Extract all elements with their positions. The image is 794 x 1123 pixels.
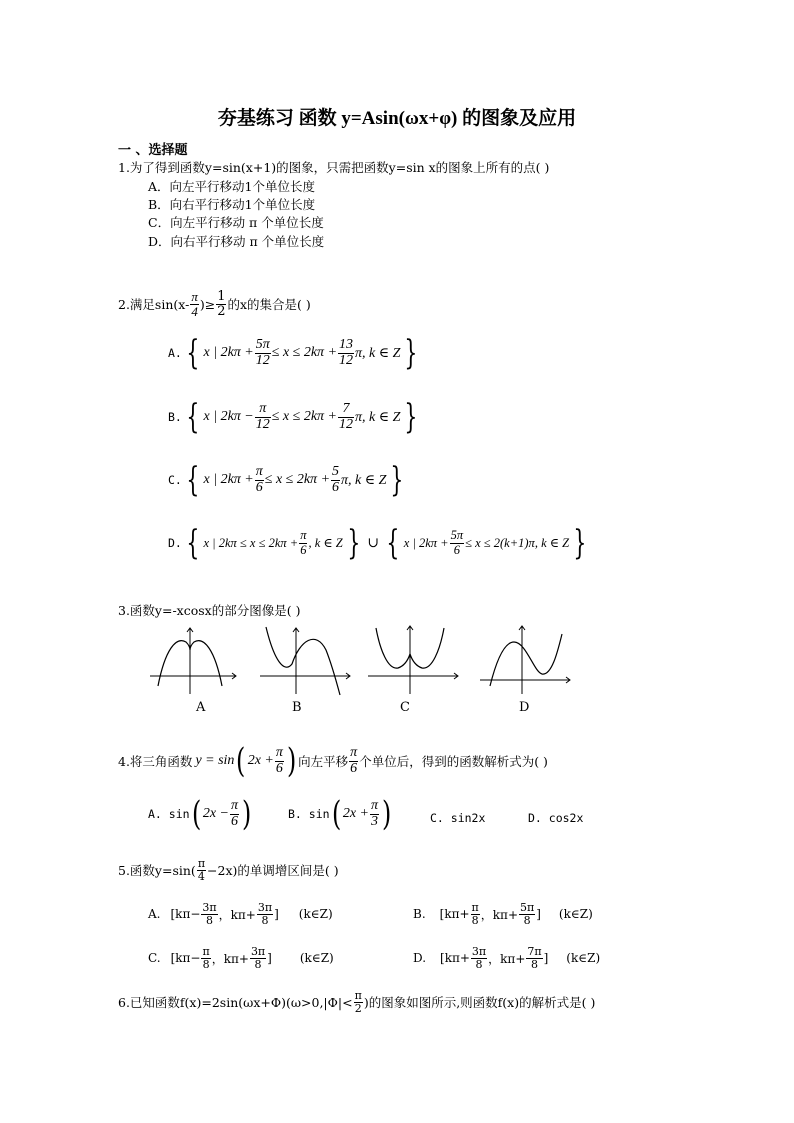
stem-text: 的x的集合是( ) — [227, 297, 311, 313]
math-text: ] — [536, 907, 541, 922]
math-text: [kπ+ — [439, 907, 470, 922]
numerator: π — [197, 857, 206, 870]
option-label: D. — [413, 951, 427, 966]
stem-text: 6.已知函数f(x)=2sin(ωx+Φ)(ω>0,|Φ|< — [118, 995, 353, 1011]
numerator: π — [370, 797, 378, 813]
question-1-option-a[interactable]: A．向左平行移动1个单位长度 — [148, 179, 315, 194]
union-symbol: ∪ — [367, 535, 380, 551]
fraction — [349, 746, 358, 776]
math-text: ≤ x ≤ 2kπ + — [264, 472, 331, 487]
graph-label-c: C — [400, 700, 410, 715]
denominator: 12 — [255, 352, 270, 368]
paren-close: ) — [241, 794, 252, 834]
math-text: (k∈Z) — [298, 907, 333, 922]
math-text: x | 2kπ + — [203, 472, 254, 487]
math-text: (k∈Z) — [558, 907, 593, 922]
numerator: π — [354, 989, 362, 1002]
numerator: 13 — [339, 336, 354, 352]
math-text: 2x + — [247, 753, 274, 768]
question-4-option-d[interactable]: D. cos2x — [528, 811, 584, 825]
numerator: 7π — [527, 945, 542, 958]
denominator: 6 — [255, 479, 263, 495]
option-label: D. — [168, 536, 182, 550]
paren-close: ) — [286, 741, 297, 781]
numerator: π — [471, 901, 479, 914]
math-text: ] — [274, 907, 279, 922]
fraction — [250, 946, 266, 970]
paren-open: ( — [236, 741, 246, 781]
numerator: 3π — [257, 901, 273, 914]
denominator: 3 — [370, 813, 378, 829]
stem-text: 个单位后，得到的函数解析式为( ) — [359, 754, 548, 769]
numerator: 5 — [332, 463, 340, 479]
question-4-option-b[interactable] — [288, 794, 393, 834]
stem-text: 5.函数y=sin( — [118, 863, 196, 879]
question-1-stem: 1.为了得到函数y=sin(x+1)的图象，只需把函数y=sin x的图象上所有的点( ) — [118, 160, 550, 175]
fraction — [471, 902, 480, 926]
math-text: [kπ− — [170, 907, 201, 922]
math-text: ，kπ+ — [488, 951, 526, 966]
denominator: 8 — [261, 913, 269, 927]
denominator: 6 — [332, 479, 340, 495]
math-text: x | 2kπ + — [403, 535, 449, 550]
denominator: 4 — [191, 303, 198, 319]
denominator: 6 — [275, 760, 283, 776]
math-text: x | 2kπ ≤ x ≤ 2kπ + — [203, 535, 299, 550]
numerator: 5π — [520, 901, 535, 914]
denominator: 6 — [350, 760, 358, 776]
fraction — [197, 858, 206, 882]
math-text: ] — [543, 951, 549, 966]
stem-text: )的图象如图所示,则函数f(x)的解析式是( ) — [363, 995, 596, 1011]
denominator: 8 — [206, 913, 213, 927]
fraction — [230, 799, 239, 829]
question-4-option-a[interactable] — [148, 794, 253, 834]
math-text: π, k ∈ Z — [355, 345, 401, 361]
question-5-option-d[interactable] — [413, 946, 600, 970]
brace-open: { — [186, 523, 200, 563]
brace-close: } — [347, 523, 361, 563]
paren-open: ( — [331, 794, 341, 834]
math-text: (k∈Z) — [299, 951, 334, 966]
math-text: ，kπ+ — [480, 907, 518, 922]
stem-text: )≥ — [199, 296, 216, 312]
fraction — [519, 902, 535, 926]
question-5-stem — [118, 858, 339, 882]
section-heading: 一 、选择题 — [118, 143, 188, 158]
graph-c[interactable] — [368, 626, 458, 694]
brace-open: { — [186, 333, 200, 373]
numerator: 7 — [338, 402, 354, 418]
stem-text: −2x)的单调增区间是( ) — [207, 863, 339, 879]
numerator: π — [255, 463, 263, 479]
math-text: ，kπ+ — [211, 951, 249, 966]
question-1-option-c[interactable]: C．向左平行移动 π 个单位长度 — [148, 215, 324, 230]
numerator: 3π — [250, 945, 266, 958]
brace-close: } — [404, 397, 418, 437]
denominator: 8 — [471, 913, 479, 927]
numerator: 3π — [471, 945, 487, 958]
math-text: ≤ x ≤ 2kπ + — [271, 345, 338, 360]
numerator: π — [275, 744, 283, 760]
stem-text: 向左平移 — [298, 754, 349, 769]
denominator: 12 — [339, 352, 354, 368]
math-text: π, k ∈ Z — [355, 409, 401, 425]
question-1-option-b[interactable]: B．向右平行移动1个单位长度 — [148, 197, 316, 212]
option-label: C. — [168, 473, 182, 487]
math-text: x | 2kπ − — [203, 409, 254, 424]
question-3-stem: 3.函数y=-xcosx的部分图像是( ) — [118, 603, 301, 618]
brace-open: { — [386, 523, 400, 563]
graph-label-d: D — [519, 700, 530, 715]
numerator: 5π — [450, 528, 464, 543]
math-text: 2x + — [342, 806, 369, 821]
math-text: ≤ x ≤ 2kπ + — [271, 409, 338, 424]
brace-close: } — [390, 460, 404, 500]
question-6-stem — [118, 990, 595, 1014]
denominator: 8 — [254, 957, 262, 971]
graph-d[interactable] — [480, 626, 570, 694]
question-5-option-a[interactable] — [148, 902, 333, 926]
fraction — [275, 746, 284, 776]
option-label: B. — [413, 907, 426, 922]
brace-open: { — [186, 397, 200, 437]
option-label: B. — [168, 410, 182, 424]
numerator: π — [191, 289, 198, 304]
denominator: 4 — [197, 869, 205, 883]
math-text: [kπ+ — [440, 951, 470, 966]
question-4-option-c[interactable]: C. sin2x — [430, 811, 486, 825]
denominator: 2 — [354, 1001, 362, 1015]
math-text: x | 2kπ + — [203, 345, 254, 360]
math-text: ] — [267, 951, 272, 966]
fraction — [257, 902, 273, 926]
question-5-option-c[interactable] — [148, 946, 334, 970]
math-text: ，kπ+ — [218, 907, 256, 922]
graph-b[interactable] — [260, 627, 350, 695]
graph-a[interactable] — [150, 628, 236, 694]
graph-label-a: A — [196, 700, 206, 715]
fraction — [201, 946, 210, 970]
fraction — [526, 946, 542, 970]
question-1-option-d[interactable]: D．向右平行移动 π 个单位长度 — [148, 234, 325, 249]
option-label: A. sin — [148, 807, 190, 821]
denominator: 6 — [453, 542, 460, 557]
numerator: π — [255, 402, 271, 418]
fraction — [471, 946, 487, 970]
fraction — [354, 990, 363, 1014]
numerator: π — [230, 797, 238, 813]
brace-close: } — [573, 523, 587, 563]
page-title: 夯基练习 函数 y=Asin(ωx+φ) 的图象及应用 — [217, 108, 577, 129]
stem-text: 4.将三角函数 — [118, 754, 193, 769]
fraction — [370, 799, 379, 829]
brace-open: { — [186, 460, 200, 500]
option-label: C. — [148, 951, 161, 966]
denominator: 8 — [475, 957, 483, 971]
fraction — [201, 902, 217, 926]
denominator: 8 — [530, 957, 538, 971]
numerator: 1 — [217, 289, 226, 304]
option-label: A. — [148, 907, 161, 922]
numerator: 3π — [202, 901, 217, 914]
brace-close: } — [404, 333, 418, 373]
stem-text: 2.满足sin(x- — [118, 297, 190, 313]
math-text: y = sin — [195, 753, 235, 768]
denominator: 6 — [300, 542, 307, 557]
math-text: [kπ− — [170, 951, 201, 966]
denominator: 12 — [255, 416, 270, 432]
curve — [490, 634, 562, 686]
paren-open: ( — [191, 794, 201, 834]
numerator: π — [350, 744, 358, 760]
math-text: π, k ∈ Z — [341, 472, 387, 488]
denominator: 2 — [217, 303, 226, 319]
option-label: A. — [168, 346, 182, 360]
curve — [266, 627, 340, 695]
denominator: 8 — [523, 913, 531, 927]
graph-label-b: B — [292, 700, 302, 715]
denominator: 12 — [339, 416, 354, 432]
question-5-option-b[interactable] — [413, 902, 593, 926]
question-4-stem — [118, 741, 548, 781]
denominator: 8 — [202, 957, 210, 971]
math-text: (k∈Z) — [566, 951, 601, 966]
numerator: π — [202, 945, 210, 958]
math-text: ≤ x ≤ 2(k+1)π, k ∈ Z — [465, 536, 570, 550]
math-text: 2x − — [202, 806, 229, 821]
math-text: , k ∈ Z — [308, 536, 343, 550]
numerator: π — [300, 528, 307, 543]
numerator: 5π — [255, 336, 270, 352]
denominator: 6 — [230, 813, 238, 829]
option-label: B. sin — [288, 807, 330, 821]
paren-close: ) — [381, 794, 392, 834]
